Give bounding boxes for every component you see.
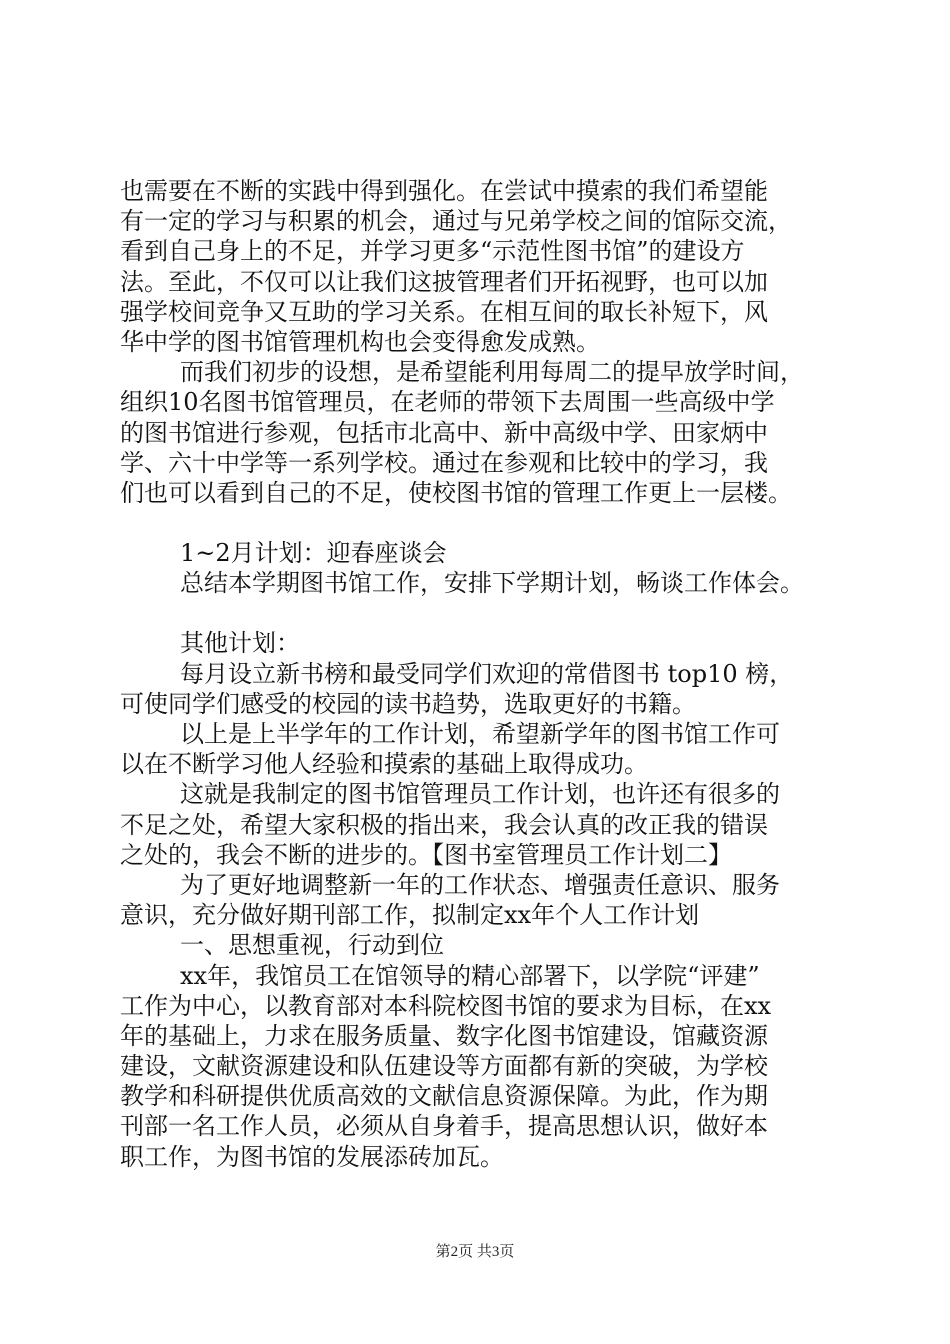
paragraph-line: 刊部一名工作人员，必须从自身着手，提高思想认识，做好本 [120, 1112, 768, 1141]
paragraph-line: 这就是我制定的图书馆管理员工作计划，也许还有很多的 [180, 780, 780, 809]
paragraph-line: 为了更好地调整新一年的工作状态、增强责任意识、服务 [180, 870, 780, 899]
paragraph-line: 们也可以看到自己的不足，使校图书馆的管理工作更上一层楼。 [120, 478, 792, 507]
section-heading: 其他计划： [180, 629, 300, 658]
paragraph-line: 年的基础上，力求在服务质量、数字化图书馆建设，馆藏资源 [120, 1021, 768, 1050]
blank-line [120, 508, 850, 538]
blank-line [120, 598, 850, 628]
page-number-footer: 第2页 共3页 [435, 1244, 515, 1260]
paragraph-line: 职工作，为图书馆的发展添砖加瓦。 [120, 1142, 504, 1171]
paragraph-line: 总结本学期图书馆工作，安排下学期计划，畅谈工作体会。 [180, 569, 804, 598]
paragraph-line: 而我们初步的设想，是希望能利用每周二的提早放学时间， [180, 358, 804, 387]
paragraph-line: 教学和科研提供优质高效的文献信息资源保障。为此，作为期 [120, 1082, 768, 1111]
paragraph-line: 以上是上半学年的工作计划，希望新学年的图书馆工作可 [180, 720, 780, 748]
paragraph-line: 之处的，我会不断的进步的。【图书室管理员工作计划二】 [120, 840, 732, 869]
paragraph-line: 以在不断学习他人经验和摸索的基础上取得成功。 [120, 750, 648, 779]
paragraph-line: 法。至此，不仅可以让我们这披管理者们开拓视野，也可以加 [120, 267, 768, 296]
paragraph-line: 有一定的学习与积累的机会，通过与兄弟学校之间的馆际交流， [120, 207, 792, 236]
paragraph-line: xx年，我馆员工在馆领导的精心部署下，以学院“评建” [180, 961, 760, 990]
paragraph-line: 建设，文献资源建设和队伍建设等方面都有新的突破，为学校 [120, 1052, 768, 1081]
paragraph-line: 每月设立新书榜和最受同学们欢迎的常借图书 top10 榜， [180, 659, 794, 688]
paragraph-line: 看到自己身上的不足，并学习更多“示范性图书馆”的建设方 [120, 237, 745, 266]
paragraph-line: 意识，充分做好期刊部工作，拟制定xx年个人工作计划 [120, 901, 700, 930]
paragraph-line: 的图书馆进行参观，包括市北高中、新中高级中学、田家炳中 [120, 418, 768, 447]
paragraph-line: 不足之处，希望大家积极的指出来，我会认真的改正我的错误 [120, 810, 768, 839]
paragraph-line: 组织10名图书馆管理员，在老师的带领下去周围一些高级中学 [120, 388, 775, 417]
paragraph-line: 华中学的图书馆管理机构也会变得愈发成熟。 [120, 327, 600, 356]
paragraph-line: 可使同学们感受的校园的读书趋势，选取更好的书籍。 [120, 689, 696, 718]
section-heading: 1~2月计划：迎春座谈会 [180, 539, 447, 568]
paragraph-line: 学、六十中学等一系列学校。通过在参观和比较中的学习，我 [120, 448, 768, 477]
section-heading: 一、思想重视，行动到位 [180, 931, 444, 960]
paragraph-line: 工作为中心，以教育部对本科院校图书馆的要求为目标，在xx [120, 991, 772, 1020]
document-body [120, 176, 850, 1172]
paragraph-line: 也需要在不断的实践中得到强化。在尝试中摸索的我们希望能 [120, 177, 768, 205]
paragraph-line: 强学校间竞争又互助的学习关系。在相互间的取长补短下，风 [120, 297, 768, 326]
